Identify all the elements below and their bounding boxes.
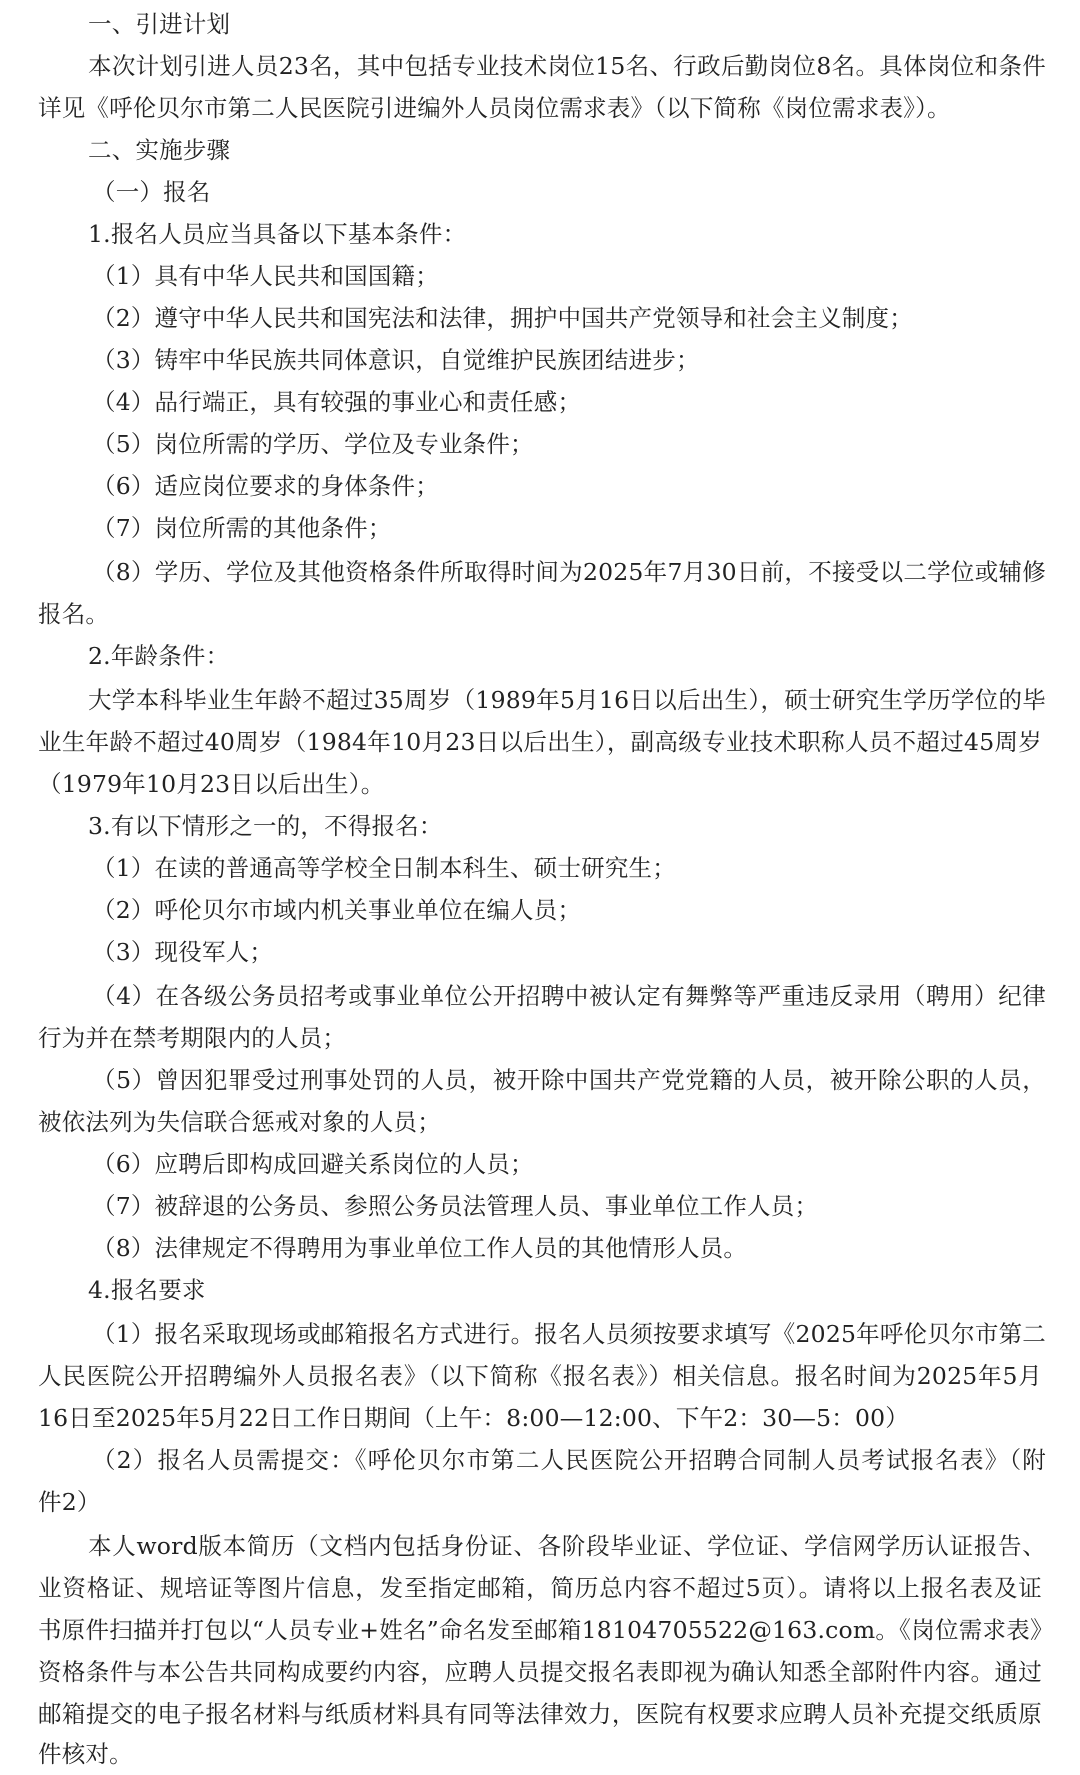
paragraph-line: 16日至2025年5月22日工作日期间（上午：8:00—12:00、下午2：30—5：00） [38,1404,909,1432]
list-item: （6）应聘后即构成回避关系岗位的人员； [92,1150,534,1178]
list-item: （3）现役军人； [92,938,274,966]
list-item: （2）遵守中华人民共和国宪法和法律，拥护中国共产党领导和社会主义制度； [92,304,913,332]
list-item: （7）被辞退的公务员、参照公务员法管理人员、事业单位工作人员； [92,1192,819,1220]
list-item: （3）铸牢中华民族共同体意识，自觉维护民族团结进步； [92,346,700,374]
list-item: （5）岗位所需的学历、学位及专业条件； [92,430,534,458]
paragraph-line: 件2） [38,1488,101,1516]
paragraph-line: 邮箱提交的电子报名材料与纸质材料具有同等法律效力，医院有权要求应聘人员补充提交纸质原 [38,1700,1042,1728]
list-item: （2）报名人员需提交：《呼伦贝尔市第二人民医院公开招聘合同制人员考试报名表》（附 [92,1446,1046,1474]
list-item: （1）在读的普通高等学校全日制本科生、硕士研究生； [92,854,676,882]
paragraph-line: 详见《呼伦贝尔市第二人民医院引进编外人员岗位需求表》（以下简称《岗位需求表》）。 [38,94,951,122]
paragraph-line: 件核对。 [38,1740,133,1768]
paragraph-line: 书原件扫描并打包以“人员专业+姓名”命名发至邮箱18104705522@163.com。《岗位需求表》 [38,1616,1042,1644]
heading-plan: 一、引进计划 [88,10,231,38]
list-item: （8）法律规定不得聘用为事业单位工作人员的其他情形人员。 [92,1234,748,1262]
item-heading: 4.报名要求 [88,1276,206,1304]
heading-steps: 二、实施步骤 [88,136,231,164]
list-item: （1）具有中华人民共和国国籍； [92,262,439,290]
paragraph-line: 本人word版本简历（文档内包括身份证、各阶段毕业证、学位证、学信网学历认证报告、 [88,1532,1046,1560]
list-item: （4）品行端正，具有较强的事业心和责任感； [92,388,582,416]
paragraph-line: 业资格证、规培证等图片信息，发至指定邮箱，简历总内容不超过5页）。请将以上报名表及证 [38,1574,1042,1602]
subheading-registration: （一）报名 [92,178,211,206]
paragraph-line: 报名。 [38,600,110,628]
list-item: （5）曾因犯罪受过刑事处罚的人员，被开除中国共产党党籍的人员，被开除公职的人员， [92,1066,1046,1094]
paragraph-line: 资格条件与本公告共同构成要约内容，应聘人员提交报名表即视为确认知悉全部附件内容。通过 [38,1658,1042,1686]
list-item: （1）报名采取现场或邮箱报名方式进行。报名人员须按要求填写《2025年呼伦贝尔市第二 [92,1320,1046,1348]
paragraph-line: 人民医院公开招聘编外人员报名表》（以下简称《报名表》）相关信息。报名时间为2025年5月 [38,1362,1042,1390]
paragraph-line: 业生年龄不超过40周岁（1984年10月23日以后出生），副高级专业技术职称人员不超过45周岁 [38,728,1042,756]
paragraph-line: 被依法列为失信联合惩戒对象的人员； [38,1108,441,1136]
item-heading: 2.年龄条件： [88,642,230,670]
list-item: （8）学历、学位及其他资格条件所取得时间为2025年7月30日前，不接受以二学位或辅修 [92,558,1046,586]
item-heading: 3.有以下情形之一的，不得报名： [88,812,443,840]
list-item: （4）在各级公务员招考或事业单位公开招聘中被认定有舞弊等严重违反录用（聘用）纪律 [92,982,1046,1010]
paragraph-line: （1979年10月23日以后出生）。 [38,770,385,798]
list-item: （6）适应岗位要求的身体条件； [92,472,439,500]
list-item: （7）岗位所需的其他条件； [92,514,392,542]
list-item: （2）呼伦贝尔市域内机关事业单位在编人员； [92,896,582,924]
paragraph-line: 行为并在禁考期限内的人员； [38,1024,347,1052]
paragraph-line: 大学本科毕业生年龄不超过35周岁（1989年5月16日以后出生），硕士研究生学历学位的毕 [88,686,1046,714]
item-heading: 1.报名人员应当具备以下基本条件： [88,220,467,248]
paragraph-line: 本次计划引进人员23名，其中包括专业技术岗位15名、行政后勤岗位8名。具体岗位和条件 [88,52,1046,80]
